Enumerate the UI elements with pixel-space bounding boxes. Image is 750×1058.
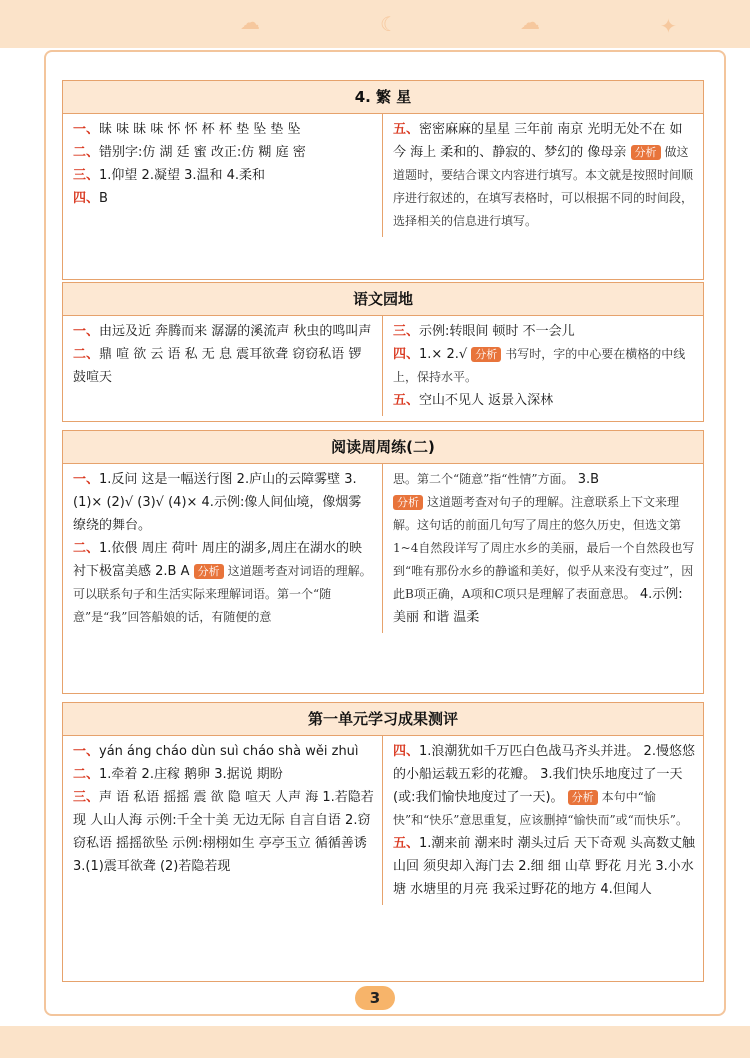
section-title: 阅读周周练(二) [63,431,703,464]
analysis-badge: 分析 [471,347,501,362]
analysis-note: 这道题考查对句子的理解。注意联系上下文来理解。这句话的前面几句写了周庄的悠久历史，但选文第1~4自然段详写了周庄水乡的美丽，最后一个自然段也写到“唯有那份水乡的静谧和美好，似乎从来没有变过”，因此B项正确，A项和C项只是理解了表面意思。 [393,495,695,601]
cloud-icon: ☁ [520,10,540,34]
answer-item: 五、空山不见人 返景入深林 [393,393,554,408]
star-icon: ✦ [660,14,677,38]
cloud-icon: ☁ [240,10,260,34]
answer-item: 四、B [73,191,108,206]
answer-item: 二、错别字:仿 湖 廷 蜜 改正:仿 糊 庭 密 [73,145,306,160]
answer-item: 五、密密麻麻的星星 三年前 南京 光明无处不在 如今 海上 柔和的、静寂的、梦幻的 像母亲 分析 做这道题时，要结合课文内容进行填写。本文就是按照时间顺序进行叙述的，在填写表格时，可以根据不同的时间段，选择相关的信息进行填写。 [393,122,694,228]
moon-icon: ☾ [380,12,398,36]
answers-right [383,114,703,237]
section-unit-test [62,702,704,982]
answers-left [63,114,383,237]
analysis-note: 这道题考查对词语的理解。可以联系句子和生活实际来理解词语。第一个“随意”是“我”回答船娘的话，有随便的意 [73,564,372,624]
bottom-decor-band [0,1026,750,1058]
analysis-note: 思。第二个“随意”指“性情”方面。 [393,472,574,486]
answer-item: 分析 这道题考查对句子的理解。注意联系上下文来理解。这句话的前面几句写了周庄的悠久历史，但选文第1~4自然段详写了周庄水乡的美丽，最后一个自然段也写到“唯有那份水乡的静谧和美好，似乎从来没有变过”，因此B项正确，A项和C项只是理解了表面意思。 4.示例:美丽 和谐 温柔 [393,495,695,625]
page-number: 3 [355,986,395,1010]
answer-item: 二、1.依偎 周庄 荷叶 周庄的湖多,周庄在湖水的映衬下极富美感 2.B A 分析 这道题考查对词语的理解。可以联系句子和生活实际来理解词语。第一个“随意”是“我”回答船娘的话，有随便的意 [73,541,372,624]
section-title: 4. 繁 星 [63,81,703,114]
section-yuwen-yuandi [62,282,704,422]
section-reading-weekly [62,430,704,694]
answers-left [63,464,383,633]
answers-right [383,316,703,416]
section-title: 第一单元学习成果测评 [63,703,703,736]
answer-item: 四、1.× 2.√ 分析 书写时，字的中心要在横格的中线上，保持水平。 [393,347,686,384]
analysis-badge: 分析 [194,564,224,579]
answer-item: 二、鼎 喧 欲 云 语 私 无 息 震耳欲聋 窃窃私语 锣鼓喧天 [73,347,362,385]
section-title: 语文园地 [63,283,703,316]
answer-item: 一、1.反问 这是一幅送行图 2.庐山的云障雾壁 3.(1)× (2)√ (3)√ (4)× 4.示例:像人间仙境，像烟雾缭绕的舞台。 [73,472,362,533]
top-decor-band [0,0,750,48]
answer-item: 二、1.牵着 2.庄稼 鹅卵 3.据说 期盼 [73,767,283,782]
answer-item: 一、昧 味 昧 味 怀 怀 杯 杯 垫 坠 垫 坠 [73,122,301,137]
section-fanxing [62,80,704,280]
analysis-badge: 分析 [393,495,423,510]
analysis-badge: 分析 [631,145,661,160]
answer-item: 思。第二个“随意”指“性情”方面。 3.B [393,472,600,487]
answer-item: 三、声 语 私语 摇摇 震 欲 隐 喧天 人声 海 1.若隐若现 人山人海 示例:千全十美 无边无际 自言自语 2.窃窃私语 摇摇欲坠 示例:栩栩如生 亭亭玉立 循循善诱 3.(1)震耳欲聋 (2)若隐若现 [73,790,374,874]
answers-left [63,736,383,905]
answer-item: 三、1.仰望 2.凝望 3.温和 4.柔和 [73,168,266,183]
answers-right [383,464,703,633]
analysis-note: 书写时，字的中心要在横格的中线上，保持水平。 [393,347,686,384]
analysis-note: 做这道题时，要结合课文内容进行填写。本文就是按照时间顺序进行叙述的，在填写表格时，可以根据不同的时间段，选择相关的信息进行填写。 [393,145,694,228]
answers-left [63,316,383,416]
answer-item: 四、1.浪潮犹如千万匹白色战马齐头并进。 2.慢悠悠的小船运载五彩的花瓣。 3.我们快乐地度过了一天(或:我们愉快地度过了一天)。 分析 本句中“愉快”和“快乐”意思重复，应该删掉“愉快而”或“而快乐”。 [393,744,695,827]
answer-item: 一、yán áng cháo dùn suì cháo shà wěi zhuì [73,744,359,759]
answers-right [383,736,703,905]
analysis-note: 本句中“愉快”和“快乐”意思重复，应该删掉“愉快而”或“而快乐”。 [393,790,688,827]
analysis-badge: 分析 [568,790,598,805]
answer-item: 一、由远及近 奔腾而来 潺潺的溪流声 秋虫的鸣叫声 [73,324,372,339]
answer-item: 三、示例:转眼间 顿时 不一会儿 [393,324,575,339]
answer-item: 五、1.潮来前 潮来时 潮头过后 天下奇观 头高数丈触山回 须臾却入海门去 2.细 细 山草 野花 月光 3.小水塘 水塘里的月亮 我采过野花的地方 4.但闻人 [393,836,695,897]
